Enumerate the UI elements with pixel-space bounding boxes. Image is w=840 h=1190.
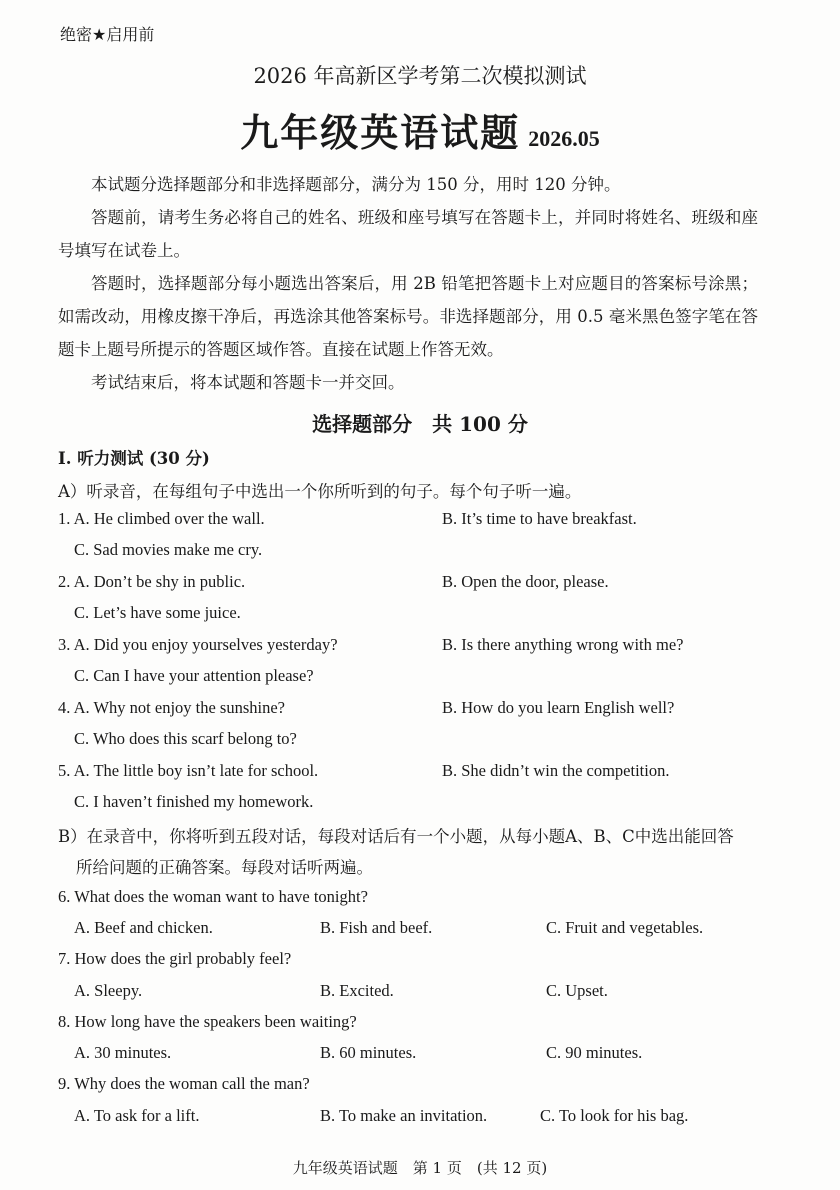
question-stem: 9. Why does the woman call the man? [58, 1074, 310, 1093]
part-a-instruction: A）听录音，在每组句子中选出一个你所听到的句子。每个句子听一遍。 [58, 482, 582, 501]
question-option: 1. A. He climbed over the wall. [58, 509, 265, 528]
question-option: B. How do you learn English well? [442, 698, 675, 717]
confidential-label: 绝密★启用前 [60, 25, 155, 44]
question-option: 2. A. Don’t be shy in public. [58, 572, 246, 591]
exam-subtitle: 2026 年高新区学考第二次模拟测试 [253, 64, 587, 88]
answer-option: A. Sleepy. [74, 981, 143, 1000]
question-option: C. I haven’t finished my homework. [74, 792, 314, 811]
question-option: B. It’s time to have breakfast. [442, 509, 637, 528]
part-b-instruction: B）在录音中，你将听到五段对话，每段对话后有一个小题，从每小题A、B、C中选出能回答 [58, 827, 734, 846]
question-stem: 6. What does the woman want to have tonight? [58, 887, 368, 906]
question-stem: 7. How does the girl probably feel? [58, 949, 292, 968]
question-option: 3. A. Did you enjoy yourselves yesterday? [58, 635, 338, 654]
answer-option: A. 30 minutes. [74, 1043, 172, 1062]
answer-option: C. Upset. [546, 981, 608, 1000]
answer-option: C. Fruit and vegetables. [546, 918, 704, 937]
instruction-paragraph: 本试题分选择题部分和非选择题部分，满分为 150 分，用时 120 分钟。 [91, 175, 621, 194]
question-option: 5. A. The little boy isn’t late for school. [58, 761, 319, 780]
part-heading: I. 听力测试 (30 分) [58, 449, 210, 468]
question-option: 4. A. Why not enjoy the sunshine? [58, 698, 286, 717]
question-option: C. Who does this scarf belong to? [74, 729, 297, 748]
instructions [58, 168, 758, 399]
exam-date: 2026.05 [528, 126, 600, 151]
answer-option: B. Excited. [320, 981, 394, 1000]
instruction-paragraph: 答题时，选择题部分每小题选出答案后，用 2B 铅笔把答题卡上对应题目的答案标号涂黑；如需改动，用橡皮擦干净后，再选涂其他答案标号。非选择题部分，用 0.5 毫米黑色签字笔在答题卡上题号所提示的答题区域作答。直接在试题上作答无效。 [58, 274, 758, 359]
answer-option: A. To ask for a lift. [74, 1106, 200, 1125]
exam-title: 九年级英语试题 [240, 111, 521, 155]
answer-option: A. Beef and chicken. [74, 918, 213, 937]
instruction-paragraph: 答题前，请考生务必将自己的姓名、班级和座号填写在答题卡上，并同时将姓名、班级和座号填写在试卷上。 [58, 208, 758, 260]
section-title: 选择题部分 共 100 分 [312, 412, 528, 436]
question-option: C. Can I have your attention please? [74, 666, 314, 685]
answer-option: B. To make an invitation. [320, 1106, 488, 1125]
question-option: B. Is there anything wrong with me? [442, 635, 684, 654]
instruction-paragraph: 考试结束后，将本试题和答题卡一并交回。 [91, 373, 405, 392]
answer-option: B. 60 minutes. [320, 1043, 417, 1062]
question-option: C. Let’s have some juice. [74, 603, 241, 622]
question-option: B. She didn’t win the competition. [442, 761, 670, 780]
answer-option: C. To look for his bag. [540, 1106, 689, 1125]
page-title [0, 102, 840, 157]
part-b-instruction: 所给问题的正确答案。每段对话听两遍。 [76, 858, 373, 877]
question-option: B. Open the door, please. [442, 572, 609, 591]
question-option: C. Sad movies make me cry. [74, 540, 263, 559]
answer-option: B. Fish and beef. [320, 918, 433, 937]
page-footer: 九年级英语试题 第 1 页 (共 12 页) [292, 1159, 548, 1177]
answer-option: C. 90 minutes. [546, 1043, 643, 1062]
question-stem: 8. How long have the speakers been waiting? [58, 1012, 357, 1031]
